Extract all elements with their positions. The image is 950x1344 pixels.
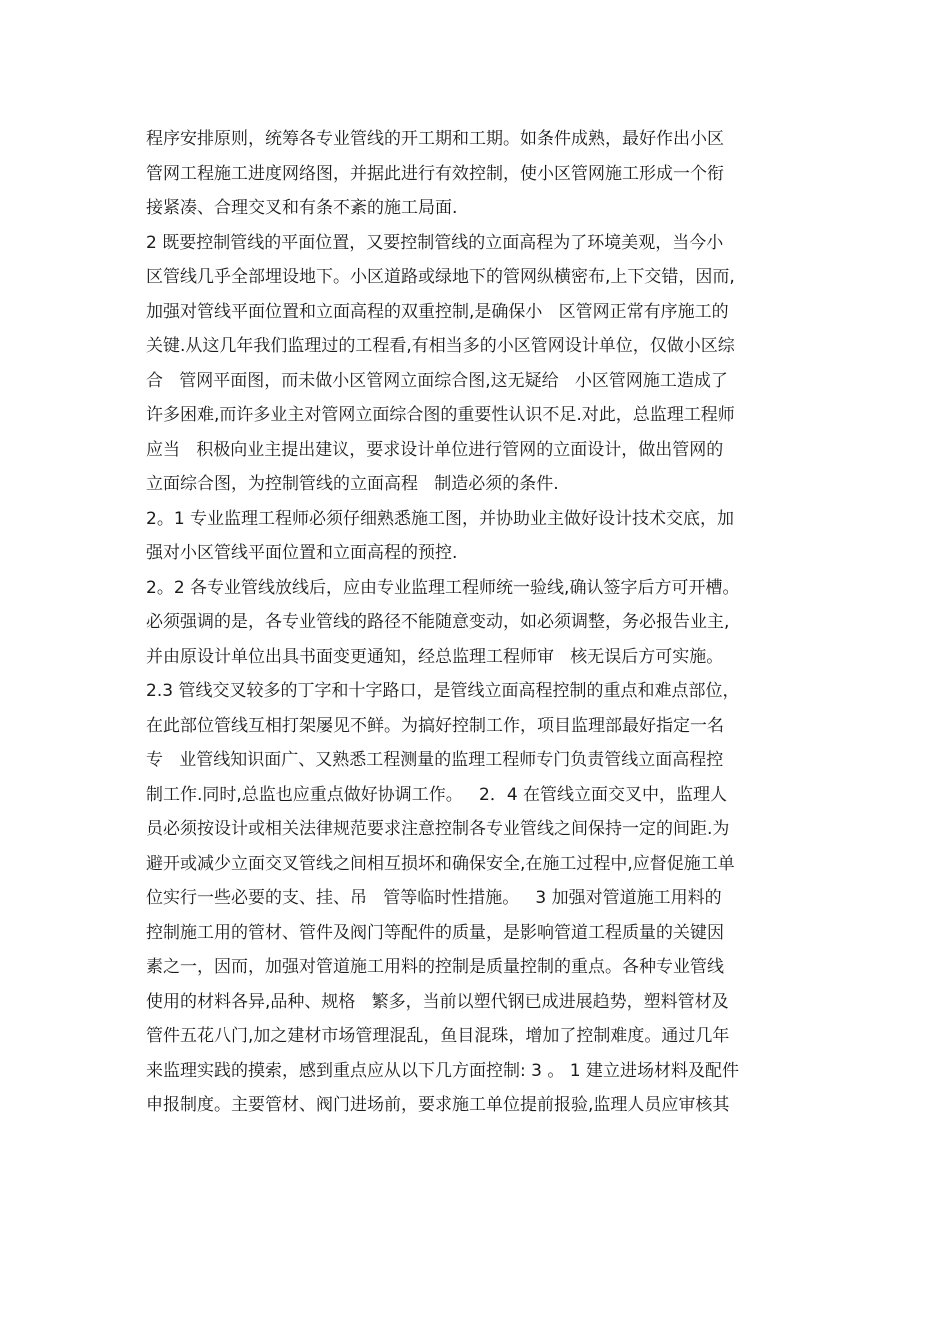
text-line: 并由原设计单位出具书面变更通知，经总监理工程师审 核无误后方可实施。 <box>146 646 724 667</box>
body-text <box>146 122 826 1123</box>
text-line: 区管线几乎全部埋设地下。小区道路或绿地下的管网纵横密布,上下交错，因而, <box>146 267 735 287</box>
text-line: 关键.从这几年我们监理过的工程看,有相当多的小区管网设计单位，仅做小区综 <box>146 336 735 356</box>
text-line: 申报制度。主要管材、阀门进场前，要求施工单位提前报验,监理人员应审核其 <box>146 1095 730 1115</box>
text-line: 2。1 专业监理工程师必须仔细熟悉施工图，并协助业主做好设计技术交底，加 <box>146 508 735 529</box>
text-line: 许多困难,而许多业主对管网立面综合图的重要性认识不足.对此，总监理工程师 <box>146 405 735 425</box>
text-line: 程序安排原则，统筹各专业管线的开工期和工期。如条件成熟，最好作出小区 <box>146 129 724 149</box>
text-line: 应当 积极向业主提出建议，要求设计单位进行管网的立面设计，做出管网的 <box>146 439 724 460</box>
text-line: 素之一，因而，加强对管道施工用料的控制是质量控制的重点。各种专业管线 <box>146 957 724 977</box>
text-line: 使用的材料各异,品种、规格 繁多，当前以塑代钢已成进展趋势，塑料管材及 <box>146 991 729 1012</box>
text-line: 2.3 管线交叉较多的丁字和十字路口，是管线立面高程控制的重点和难点部位， <box>146 681 740 701</box>
text-line: 加强对管线平面位置和立面高程的双重控制,是确保小 区管网正常有序施工的 <box>146 301 729 322</box>
text-line: 2 既要控制管线的平面位置，又要控制管线的立面高程为了环境美观，当今小 <box>146 232 724 253</box>
text-line: 管件五花八门,加之建材市场管理混乱，鱼目混珠，增加了控制难度。通过几年 <box>146 1026 730 1046</box>
text-line: 员必须按设计或相关法律规范要求注意控制各专业管线之间保持一定的间距.为 <box>146 819 730 839</box>
text-line: 立面综合图，为控制管线的立面高程 制造必须的条件. <box>146 474 559 494</box>
text-line: 强对小区管线平面位置和立面高程的预控. <box>146 543 458 563</box>
text-line: 专 业管线知识面广、又熟悉工程测量的监理工程师专门负责管线立面高程控 <box>146 750 724 770</box>
text-line: 来监理实践的摸索，感到重点应从以下几方面控制: 3 。 1 建立进场材料及配件 <box>146 1060 739 1081</box>
text-line: 接紧凑、合理交叉和有条不紊的施工局面. <box>146 198 458 218</box>
text-line: 2。2 各专业管线放线后，应由专业监理工程师统一验线,确认签字后方可开槽。 <box>146 577 740 598</box>
text-line: 合 管网平面图，而未做小区管网立面综合图,这无疑给 小区管网施工造成了 <box>146 370 728 391</box>
text-line: 必须强调的是，各专业管线的路径不能随意变动，如必须调整，务必报告业主, <box>146 612 730 632</box>
text-line: 位实行一些必要的支、挂、吊 管等临时性措施。 3 加强对管道施工用料的 <box>146 888 722 908</box>
text-line: 制工作.同时,总监也应重点做好协调工作。 2．4 在管线立面交叉中，监理人 <box>146 784 728 805</box>
text-line: 控制施工用的管材、管件及阀门等配件的质量，是影响管道工程质量的关键因 <box>146 922 724 943</box>
text-line: 在此部位管线互相打架屡见不鲜。为搞好控制工作，项目监理部最好指定一名 <box>146 715 724 736</box>
text-line: 管网工程施工进度网络图，并据此进行有效控制，使小区管网施工形成一个衔 <box>146 163 724 184</box>
text-line: 避开或减少立面交叉管线之间相互损坏和确保安全,在施工过程中,应督促施工单 <box>146 853 735 874</box>
